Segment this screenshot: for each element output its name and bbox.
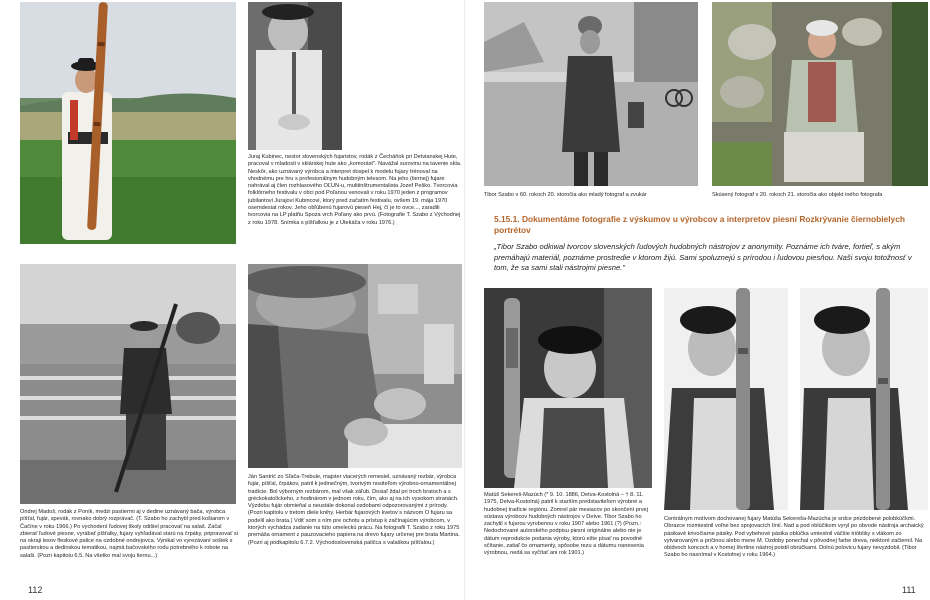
photo-sekeres-left-image bbox=[484, 288, 652, 488]
photo-sekeres-middle bbox=[664, 288, 788, 510]
photo-szabo-young bbox=[484, 2, 698, 186]
photo-sekeres-right bbox=[800, 288, 928, 510]
photo-sekeres-right-image bbox=[800, 288, 928, 510]
section-heading: 5.15.1. Dokumentáme fotografie z výskumov u výrobcov a interpretov piesní Rozkrývanie čiernobielych portrétov bbox=[494, 214, 905, 235]
photo-kubinec-whistle bbox=[248, 2, 342, 150]
caption-szabo-young: Tibor Szabo v 60. rokoch 20. storočia ako mladý fotograf a zvukár bbox=[484, 192, 647, 198]
photo-santric-carving bbox=[248, 264, 462, 468]
photo-szabo-old-image bbox=[712, 2, 928, 186]
caption-kubinec: Juraj Kubinec, nestor slovenských fujaristov, rodák z Čecháňok pri Detvianskej Hute, pracoval v mladosti v sklárskej hute ako „komorást". Navážal surovinu na tavenie skla. Neskôr, ako uznávaný výrobca a interpret dospel k modelu fujary trénoval na vhodnému pre hru s profesionálnym hudobným telesom. Na jeho (tiernej) fujare nahrával aj člen rozhlasového OĽUN-u, multiinštrumentalista Jozef Peško. Tvorcovia folklórneho festivalu v obci pod Poľanou venovali v roku 1970 jeden z programov jubilantovi Jurajovi Kubincovi, ktorý pred začatím festivalu, ovšem 19. mája 1970 osemdesiat rokov. Jeho obľúbenú fujarovú pieseň Hej, čí je to ovce..., zaradili tvorcovia na LP platňu Spoza vrch Poľany ako prvú. (Fotografie T. Szabo z Východnej z roku 1978. Snímka s píšťalkou je z Utekáča v roku 1976.) bbox=[248, 154, 462, 226]
photo-mados-shepherd bbox=[20, 264, 236, 504]
photo-mados-shepherd-image bbox=[20, 264, 236, 504]
caption-sekeres-right: Centrálnym motívom dochovanej fujary Matúša Sekereša-Mazúcha je srdce prizdobené polobkúčkmi. Obrazce rozmiestnil voľne bez spojovacích línií. Nad a pod oblúčikom vyryl po obvode nástroja archaický pásikavé krivočiarne pásiky. Pod vybehové pásika oblúčka umiestnil väčšie trióbliky s vlákom zo vytvarovaným a príčinou alebo mene M. Ozdoby ponechal v pôvodnej farbe dreva, niektoré začiernil. Na obidvoch koncoch a v hornej štvrtine nástroj poistil obrúčkami. Dolnú polovicu fujary nevyzdobil. (Tibor Szabo ho nasnímal v Kostolnej v roku 1964.) bbox=[664, 516, 924, 559]
photo-fujarista-field bbox=[20, 2, 236, 244]
photo-sekeres-middle-image bbox=[664, 288, 788, 510]
page-number-right: 111 bbox=[902, 585, 916, 595]
photo-szabo-old bbox=[712, 2, 928, 186]
caption-mados: Ondrej Madoš, rodák z Poník, medzi pastiermi aj v dedine uznávaný bača, výrobca píšťal, fujár, spevák, rovnako dobrý rozprávač. (T. Szabo ho zachytil pred košiarom v Čačíne v roku 1966.) Po vychodení ľudovej školy odišiel pracovať na salaš. Začal zbierať ľudové piesne, vyrábať píšťalky, fujary vyhľadával starú na črpáky, pripravovať si na okraji lesov fleskové palice na ozdobné ondrejovca. Vynikal vo vyrezávaní sošiek s pastierskou a dedinskou tematikou, najmä bačovského rodu potrebného k robote na salaši. (Pozri kapitolu 6.5. Na všetko mal svoju liernu...) bbox=[20, 509, 238, 559]
photo-kubinec-whistle-image bbox=[248, 2, 342, 150]
page-gutter bbox=[464, 0, 466, 600]
photo-sekeres-left bbox=[484, 288, 652, 488]
section-quote: „Tibor Szabo odkiwal tvorcov slovenských ľudových hudobných nástrojov z anonymity. Poznáme ich tváre, fortieľ, s akým premáhajú materiál, poznáme prostredie v ktorom žijú. Sami spoluznejú s prírodou i ľudovou piesňou. Naši svoju totožnosť v tom, že sa sami stali nástrojmi piesne." bbox=[494, 242, 912, 273]
photo-fujarista-field-image bbox=[20, 2, 236, 244]
caption-sekeres-left: Matúš Sekereš-Mazúch (* 9. 10. 1886, Detva-Kostolná – † 8. 11. 1975, Detva-Kostolná) patril k starším predstaviteľom výrobné a hudobnej tradície regiónu. Zomrel pár mesiacov po skončení prvej sústava výrobcov hudobných nástrojov v Detve. Tibor Szabo ho zachytil s fujarou vyrobenou v roku 1907 alebo 1961 (?) (Pozn.: Nedochované autorského podpisu piesní originálne alebo nie je dátum reprodukcie podania výroby, ktorú ešte písať na povodné sčítanie, zatiaľ čo ornamenty, spôsobe rezu a dátumu nanesenia výrobnou, nedá sa vyčítať ani rok 1901.) bbox=[484, 492, 648, 557]
page-number-left: 112 bbox=[28, 585, 43, 595]
photo-santric-carving-image bbox=[248, 264, 462, 468]
caption-santric: Ján Santrić zo Sľača-Trebule, majster viacerých remesiel, uznávaný rezbár, výrobca fujár, píšťal, črpákov, patril k jedinečným, tvorivým nositeľom výrobno-ornamentálnej tradície. Bol výborným rezbárom, mal však záľub. Dosiaľ ždal pri troch bratoch a s gréckokatolíckeho, z hodinárom v jednom roku, čím, ako aj na ich vysokom stranách. Výzdobu fujár obmieňal a neustále dokonal ozdobami odpozorovanými z prírody. (Pozri kapitolu v tretom diele knihy. Herbár fujarových kvetov s názvom O fujaru sa podelil ako brata.) Vdiť som s ním pre ochotu a prístup k začínajúcim výrobcom, v ktorých vychádza zadanie na túto umeleckú prácu. Na fotografii T. Szabo z roku 1975 premáša ornament z pauzovacieho papiera na drevo fujary určenej pre brata Martina. (Pozri aj podkapitolu 6.7.2. Východoslovenská paličca s valaškou píšťalou.) bbox=[248, 474, 460, 546]
photo-szabo-young-image bbox=[484, 2, 698, 186]
caption-szabo-old: Skúsený fotograf v 20. rokoch 21. storočia ako objekt iného fotografa bbox=[712, 192, 883, 198]
